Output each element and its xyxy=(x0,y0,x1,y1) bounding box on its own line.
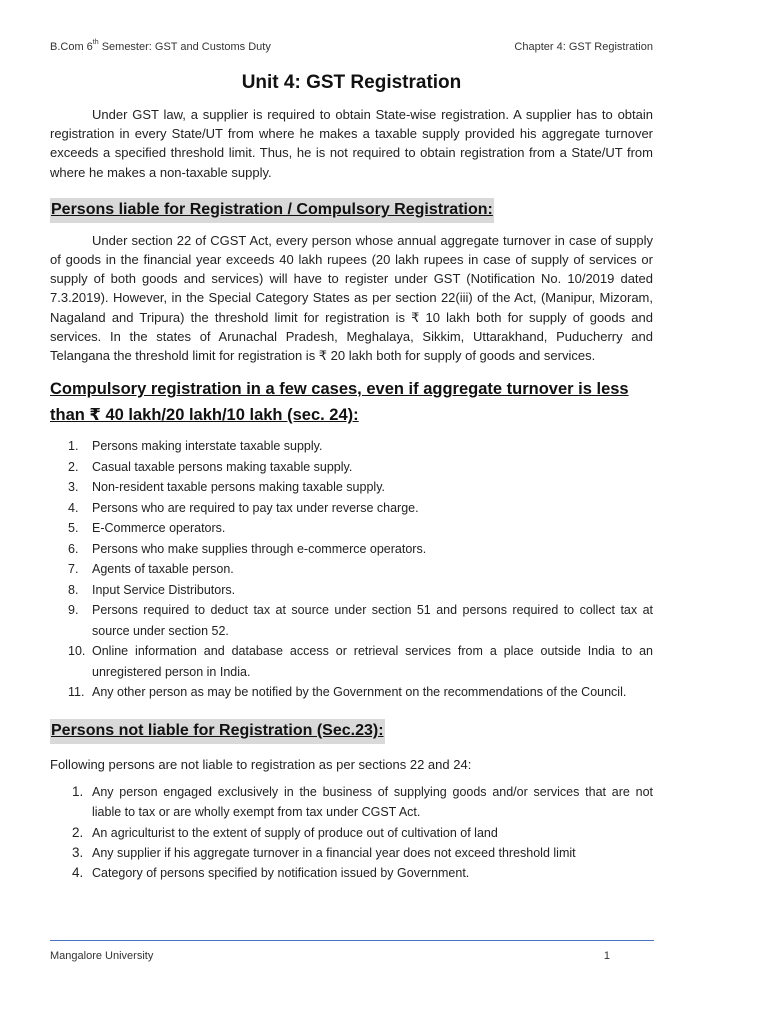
list-item-text: Agents of taxable person. xyxy=(92,562,234,577)
list-item xyxy=(50,823,653,843)
list-item xyxy=(50,641,653,682)
list-item-text: E-Commerce operators. xyxy=(92,521,226,536)
section-liable-paragraph: Under section 22 of CGST Act, every person whose annual aggregate turnover in case of supply of goods in the financial year exceeds 40 lakh rupees (20 lakh rupees in case of supply of services or supply of both goods and services) will have to register under GST (Notification No. 10/2019 dated 7.3.2019). However, in the Special Category States as per section 22(iii) of the Act, (Manipur, Mizoram, Nagaland and Tripura) the threshold limit for registration is ₹ 10 lakh both for supply of goods and services. In the states of Arunachal Pradesh, Meghalaya, Sikkim, Uttarakhand, Puducherry and Telangana the threshold limit for registration is ₹ 20 lakh both for supply of goods and services. xyxy=(50,232,653,364)
list-item xyxy=(50,477,653,498)
page-footer xyxy=(50,950,610,962)
list-item xyxy=(50,843,653,863)
list-item-number: 3. xyxy=(72,844,84,860)
footer-divider xyxy=(50,940,654,941)
list-item-number: 10. xyxy=(68,644,86,659)
list-item xyxy=(50,539,653,560)
page-title: Unit 4: GST Registration xyxy=(241,72,462,93)
list-item-text: Any other person as may be notified by the Government on the recommendations of the Council. xyxy=(92,685,627,700)
compulsory-registration-list xyxy=(50,436,653,703)
list-item xyxy=(50,782,653,823)
list-item-text: Casual taxable persons making taxable supply. xyxy=(92,459,353,474)
section-heading-compulsory: Compulsory registration in a few cases, even if aggregate turnover is less than ₹ 40 lakh/20 lakh/10 lakh (sec. 24): xyxy=(50,380,629,425)
list-item xyxy=(50,863,653,883)
section-heading-not-liable: Persons not liable for Registration (Sec.23): xyxy=(50,719,385,744)
list-item-number: 7. xyxy=(68,562,79,577)
list-item-text: Any person engaged exclusively in the business of supplying goods and/or services that are not liable to tax or are wholly exempt from tax under CGST Act. xyxy=(92,784,653,820)
not-liable-intro: Following persons are not liable to registration as per sections 22 and 24: xyxy=(50,756,472,772)
list-item-text: Persons who are required to pay tax under reverse charge. xyxy=(92,500,419,515)
page-number: 1 xyxy=(603,950,610,962)
list-item-number: 1. xyxy=(68,439,79,454)
list-item-number: 6. xyxy=(68,541,79,556)
list-item-number: 11. xyxy=(68,685,85,700)
list-item-text: Category of persons specified by notification issued by Government. xyxy=(92,866,470,881)
list-item xyxy=(50,436,653,457)
list-item-number: 3. xyxy=(68,480,79,495)
list-item-text: Persons making interstate taxable supply. xyxy=(92,439,323,454)
intro-paragraph: Under GST law, a supplier is required to obtain State-wise registration. A supplier has to obtain registration in every State/UT from where he makes a taxable supply provided his aggregate turnover exceeds a specified threshold limit. Thus, he is not required to obtain registration from a State/UT from where he makes a non-taxable supply. xyxy=(50,107,653,180)
list-item xyxy=(50,580,653,601)
list-item-text: An agriculturist to the extent of supply of produce out of cultivation of land xyxy=(92,825,498,840)
list-item-text: Persons who make supplies through e-commerce operators. xyxy=(92,541,427,556)
list-item-number: 4. xyxy=(72,865,84,881)
header-course: B.Com 6th Semester: GST and Customs Duty xyxy=(50,39,271,53)
list-item xyxy=(50,457,653,478)
page-header xyxy=(50,41,653,57)
list-item-number: 2. xyxy=(68,459,79,474)
list-item xyxy=(50,600,653,641)
section-heading-liable: Persons liable for Registration / Compulsory Registration: xyxy=(50,198,494,223)
list-item-number: 8. xyxy=(68,582,79,597)
header-chapter: Chapter 4: GST Registration xyxy=(514,41,653,53)
list-item-text: Non-resident taxable persons making taxable supply. xyxy=(92,480,385,495)
list-item-text: Persons required to deduct tax at source under section 51 and persons required to collect tax at source under section 52. xyxy=(92,603,653,638)
list-item-number: 2. xyxy=(72,824,84,840)
list-item xyxy=(50,518,653,539)
list-item xyxy=(50,682,653,703)
footer-university: Mangalore University xyxy=(50,950,154,962)
list-item-number: 5. xyxy=(68,521,79,536)
list-item-number: 4. xyxy=(68,500,79,515)
not-liable-list xyxy=(50,782,653,883)
list-item xyxy=(50,559,653,580)
list-item-number: 1. xyxy=(72,783,84,799)
list-item xyxy=(50,498,653,519)
list-item-text: Any supplier if his aggregate turnover in a financial year does not exceed threshold limit xyxy=(92,845,576,860)
list-item-number: 9. xyxy=(68,603,79,618)
list-item-text: Input Service Distributors. xyxy=(92,582,236,597)
list-item-text: Online information and database access or retrieval services from a place outside India to an unregistered person in India. xyxy=(92,644,653,679)
page-content xyxy=(50,69,653,883)
